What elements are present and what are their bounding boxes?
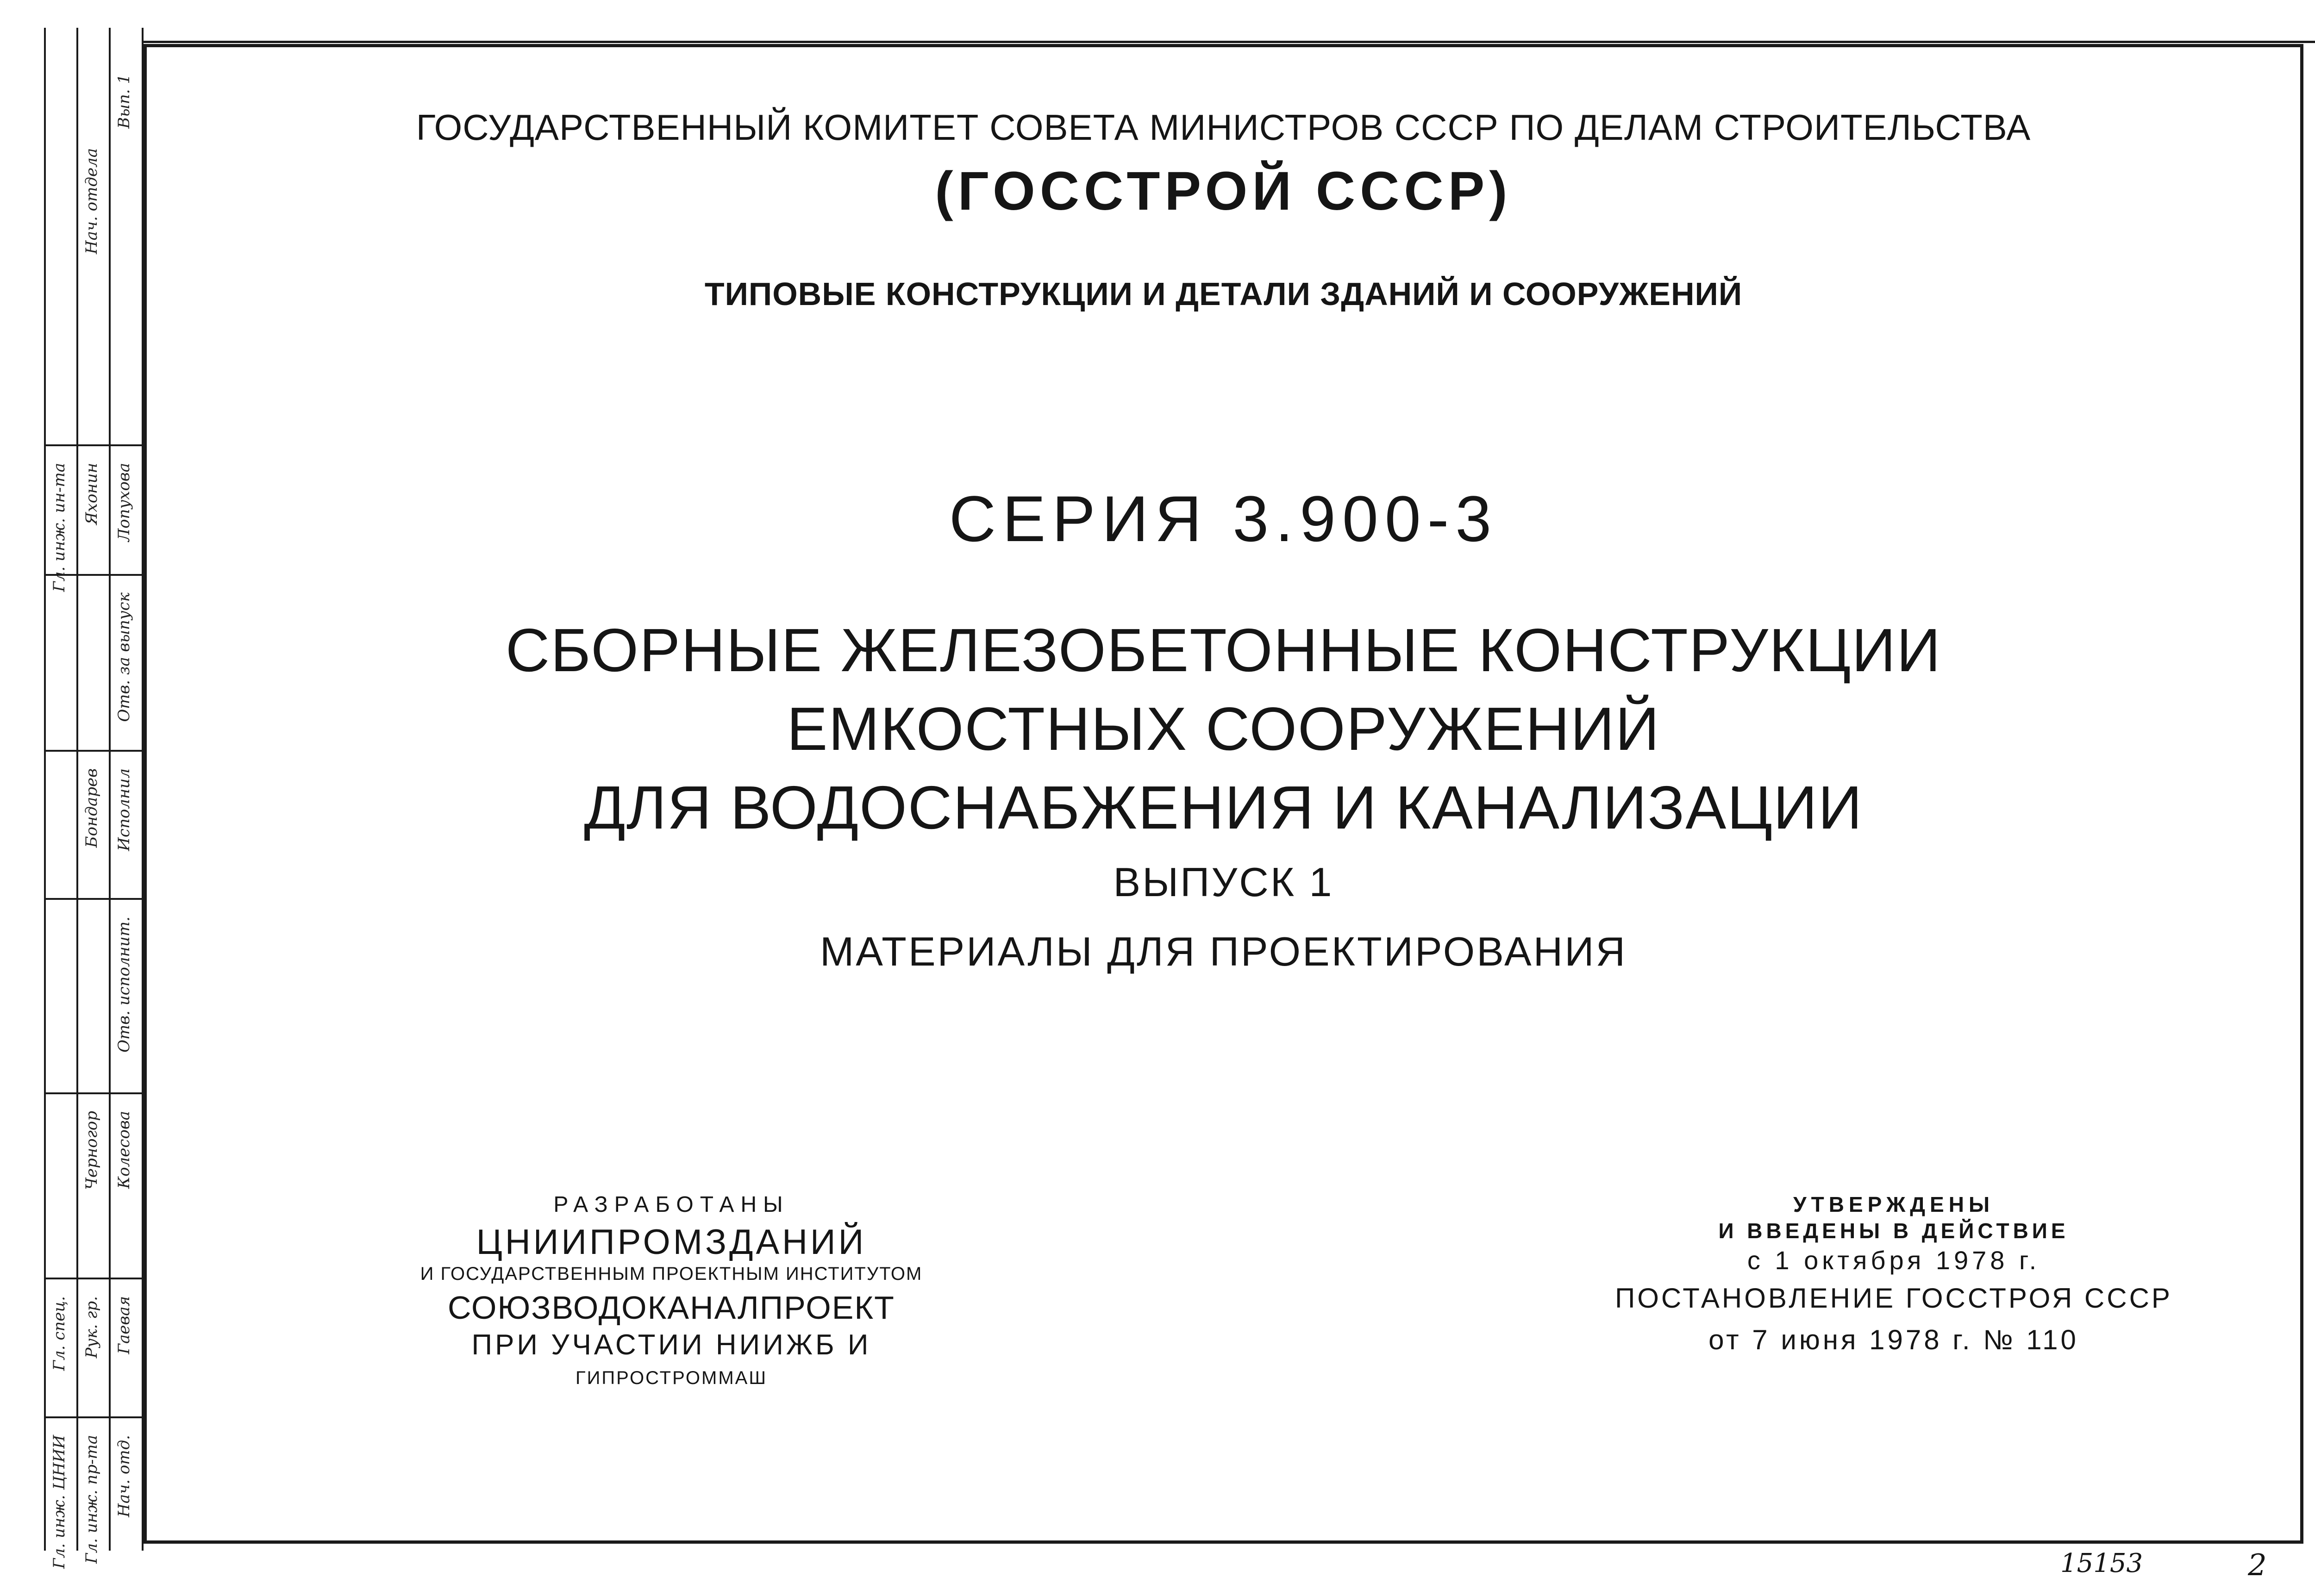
stamp-row-line bbox=[44, 1416, 144, 1418]
stamp-cell: Гл. инж. ин-та bbox=[50, 463, 69, 592]
stamp-cell: Гл. инж. пр-та bbox=[82, 1435, 101, 1564]
stamp-cell: Исполнил bbox=[115, 768, 133, 851]
developer-institute-note: И ГОСУДАРСТВЕННЫМ ПРОЕКТНЫМ ИНСТИТУТОМ bbox=[420, 1264, 923, 1284]
title-line: ЕМКОСТНЫХ СООРУЖЕНИЙ bbox=[787, 695, 1660, 763]
developer-participation: ПРИ УЧАСТИИ НИИЖБ И bbox=[471, 1329, 871, 1361]
approved-label: УТВЕРЖДЕНЫ bbox=[1793, 1192, 1994, 1216]
gosstroy-heading: (ГОССТРОЙ СССР) bbox=[935, 161, 1512, 222]
title-line: СБОРНЫЕ ЖЕЛЕЗОБЕТОННЫЕ КОНСТРУКЦИИ bbox=[505, 616, 1942, 684]
stamp-cell: Бондарев bbox=[82, 768, 101, 848]
stamp-cell: Яхонин bbox=[82, 463, 101, 525]
developer-org-1: ЦНИИПРОМЗДАНИЙ bbox=[476, 1222, 867, 1262]
stamp-column-line bbox=[44, 28, 46, 1551]
stamp-cell: Лопухова bbox=[115, 463, 133, 542]
series-number: СЕРИЯ 3.900-3 bbox=[949, 482, 1498, 555]
stamp-row-line bbox=[44, 898, 144, 900]
developer-org-3: ГИПРОСТРОММАШ bbox=[576, 1368, 767, 1388]
stamp-cell: Отв. исполнит. bbox=[115, 916, 133, 1053]
developed-label: РАЗРАБОТАНЫ bbox=[553, 1192, 789, 1217]
stamp-cell: Гаевая bbox=[115, 1296, 133, 1354]
typical-constructions-heading: ТИПОВЫЕ КОНСТРУКЦИИ И ДЕТАЛИ ЗДАНИЙ И СООРУЖЕНИЙ bbox=[704, 276, 1743, 312]
stamp-cell: Гл. спец. bbox=[50, 1296, 69, 1371]
stamp-row-line bbox=[44, 1092, 144, 1094]
effective-date: с 1 октября 1978 г. bbox=[1747, 1246, 2040, 1275]
issue-subtitle: МАТЕРИАЛЫ ДЛЯ ПРОЕКТИРОВАНИЯ bbox=[820, 929, 1627, 974]
stamp-column-line bbox=[76, 28, 78, 1551]
frame-top-line bbox=[144, 41, 2315, 43]
stamp-column-line bbox=[109, 28, 111, 1551]
committee-heading: ГОСУДАРСТВЕННЫЙ КОМИТЕТ СОВЕТА МИНИСТРОВ СССР ПО ДЕЛАМ СТРОИТЕЛЬСТВА bbox=[416, 107, 2031, 148]
document-number: 15153 bbox=[2060, 1548, 2143, 1578]
stamp-cell: Черногор bbox=[82, 1111, 101, 1190]
stamp-cell: Колесова bbox=[115, 1111, 133, 1189]
approval-stamp bbox=[44, 28, 144, 1569]
stamp-cell: Нач. отд. bbox=[115, 1435, 133, 1517]
stamp-cell: Нач. отдела bbox=[82, 148, 101, 254]
stamp-cell: Отв. за выпуск bbox=[115, 592, 133, 722]
stamp-row-line bbox=[44, 1278, 144, 1279]
page-number: 2 bbox=[2248, 1548, 2267, 1583]
stamp-cell: Рук. гр. bbox=[82, 1296, 101, 1359]
enacted-label: И ВВЕДЕНЫ В ДЕЙСТВИЕ bbox=[1718, 1219, 2069, 1243]
issue-number: ВЫПУСК 1 bbox=[1113, 859, 1334, 905]
stamp-row-line bbox=[44, 444, 144, 446]
stamp-cell: Вып. 1 bbox=[115, 74, 133, 129]
document-title bbox=[144, 611, 2303, 847]
title-line: ДЛЯ ВОДОСНАБЖЕНИЯ И КАНАЛИЗАЦИИ bbox=[584, 773, 1863, 842]
stamp-cell: Гл. инж. ЦНИИ bbox=[50, 1435, 69, 1569]
resolution-date-number: от 7 июня 1978 г. № 110 bbox=[1708, 1324, 2079, 1355]
stamp-row-line bbox=[44, 750, 144, 752]
developer-org-2: СОЮЗВОДОКАНАЛПРОЕКТ bbox=[448, 1290, 895, 1326]
resolution-label: ПОСТАНОВЛЕНИЕ ГОССТРОЯ СССР bbox=[1615, 1283, 2172, 1314]
